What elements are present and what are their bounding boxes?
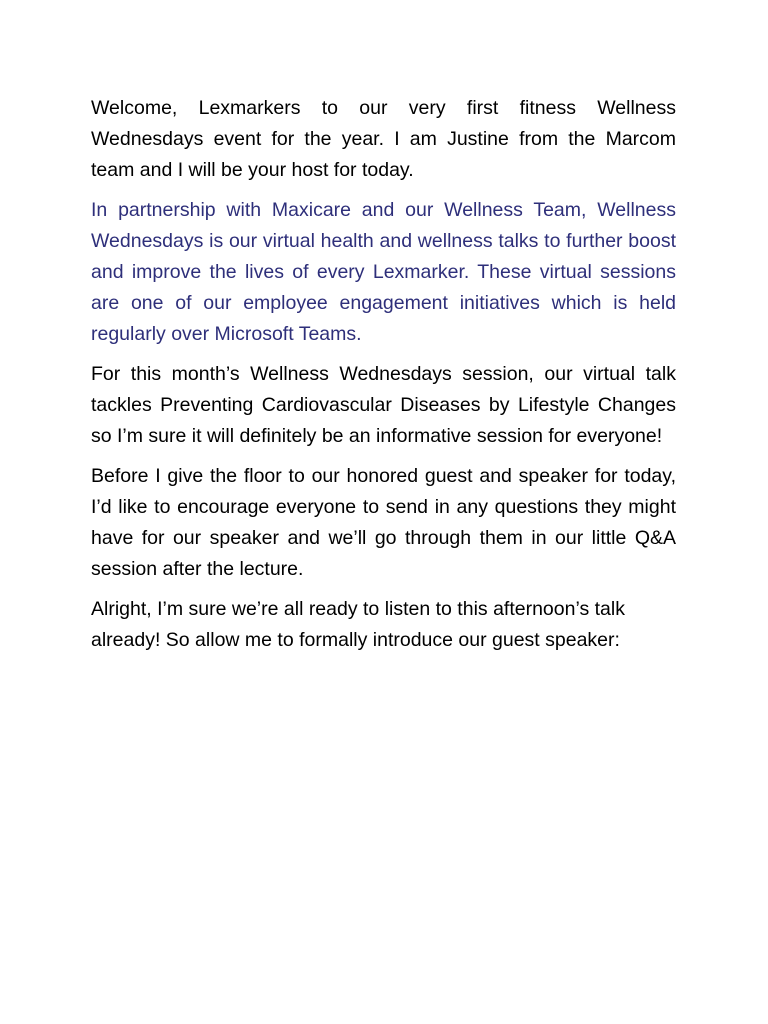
document-body xyxy=(91,93,676,665)
paragraph-questions: Before I give the floor to our honored guest and speaker for today, I’d like to encourage everyone to send in any questions they might have for our speaker and we’ll go through them in our little Q&A session after the lecture. xyxy=(91,465,676,580)
paragraph-introduction: Alright, I’m sure we’re all ready to listen to this afternoon’s talk already! So allow me to formally introduce our guest speaker: xyxy=(91,598,625,651)
paragraph-session-topic: For this month’s Wellness Wednesdays session, our virtual talk tackles Preventing Cardiovascular Diseases by Lifestyle Changes so I’m sure it will definitely be an informative session for everyone! xyxy=(91,363,676,447)
paragraph-welcome: Welcome, Lexmarkers to our very first fitness Wellness Wednesdays event for the year. I am Justine from the Marcom team and I will be your host for today. xyxy=(91,97,676,181)
paragraph-partnership: In partnership with Maxicare and our Wellness Team, Wellness Wednesdays is our virtual health and wellness talks to further boost and improve the lives of every Lexmarker. These virtual sessions are one of our employee engagement initiatives which is held regularly over Microsoft Teams. xyxy=(91,199,676,345)
